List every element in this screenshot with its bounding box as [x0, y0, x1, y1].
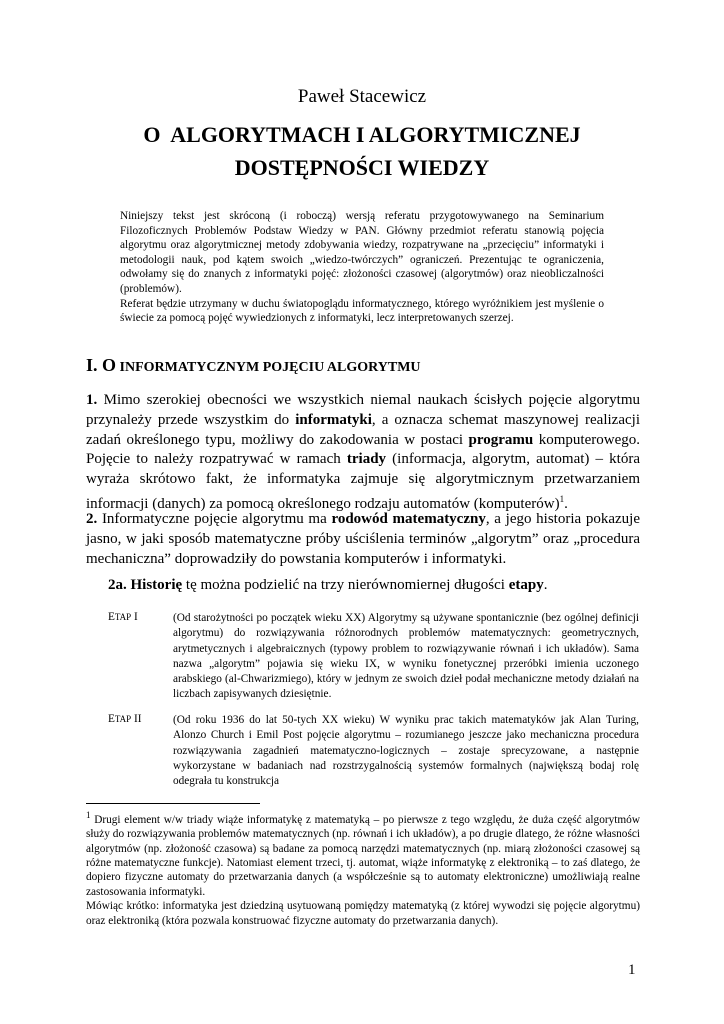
- footnote: [86, 808, 640, 928]
- subsection-2a-lead: 2a. Historię: [108, 577, 183, 593]
- etap-1-label-initial: E: [108, 611, 115, 623]
- etap-1-label-smallcaps: TAP: [114, 612, 132, 622]
- abstract-paragraph-2: Referat będzie utrzymany w duchu światopoglądu informatycznego, którego wyróżnikiem jest myślenie o świecie za pomocą pojęć wywiedzionych z informatyki, lecz interpretowanych szerzej.: [120, 297, 604, 325]
- page-number: 1: [628, 962, 636, 978]
- paragraph-1-text-a: Mimo szerokiej obecności we wszystkich niemal naukach ścisłych pojęcie algorytmu przynależy przede wszystkim do: [86, 392, 640, 428]
- subsection-2a-text-b: .: [543, 577, 548, 593]
- term-informatyki: informatyki: [295, 411, 372, 428]
- section-heading: [86, 355, 421, 376]
- paragraph-2-text-b: , a jego historia pokazuje jasno, w jaki sposób matematyczne próby uściślenia terminów „algorytm” oraz „procedura mechaniczna” doprowadziły do powstania komputerów i informatyki.: [86, 511, 640, 567]
- paragraph-1-text-b: , a oznacza schemat maszynowej realizacji zadań określonego typu, możliwy do zakodowania w postaci: [86, 411, 640, 448]
- subsection-2a: [108, 577, 547, 594]
- term-programu: programu: [468, 431, 534, 448]
- term-triady: triady: [346, 451, 387, 468]
- footnote-mark: 1: [86, 810, 91, 820]
- paragraph-2-text-a: Informatyczne pojęcie algorytmu ma: [97, 511, 332, 527]
- abstract-paragraph-1: Niniejszy tekst jest skróconą (i roboczą) wersją referatu przygotowywanego na Seminarium Filozoficznych Problemów Podstaw Wiedzy w PAN. Główny przedmiot referatu stanowią pojęcia algorytmu oraz algorytmicznej metody zdobywania wiedzy, rozpatrywane na „przecięciu” informatyki i metodologii nauk, pod kątem swoich „wiedzo-twórczych” ograniczeń. Prezentując te ograniczenia, odwołamy się do znanych z informatyki pojęć: złożoności czasowej (algorytmów) oraz nieobliczalności (problemów).: [120, 210, 604, 295]
- subsection-2a-text-a: tę można podzielić na trzy nierównomiernej długości: [182, 577, 509, 593]
- etap-1-label: [108, 611, 138, 623]
- author-name: Paweł Stacewicz: [297, 86, 427, 107]
- paragraph-1-text-e: .: [564, 495, 568, 512]
- etap-2-text: (Od roku 1936 do lat 50-tych XX wieku) W wyniku prac takich matematyków jak Alan Turing, Alonzo Church i Emil Post pojęcie algorytmu – rozumianego jeszcze jako mechaniczna procedura rozwiązywania zagadnień matematyczno-logicznych – zostaje sprecyzowane, a następnie wykorzystane w badaniach nad rozstrzygalnością systemów formalnych (największą bodaj rolę odegrała tu konstrukcja: [173, 714, 639, 788]
- paper-title: [60, 118, 664, 184]
- paragraph-2: [86, 510, 640, 569]
- section-title: INFORMATYCZNYM POJĘCIU ALGORYTMU: [116, 360, 421, 375]
- footnote-text-1: Drugi element w/w triady wiąże informatykę z matematyką – po pierwsze z tego względu, że duża część algorytmów służy do rozwiązywania problemów matematycznych (np. równań i ich układów), a po drugie dlatego, że różne własności algorytmów (np. złożoność czasowa) są badane za pomocą narzędzi matematycznych (np. miarą złożoności czasowej są różne matematyczne funkcje). Natomiast element trzeci, tj. automat, wiąże informatykę z elektroniką – to zaś dlatego, że dopiero fizyczne automaty do przetwarzania danych (a współcześnie są to automaty elektroniczne) umożliwiają realne zastosowania informatyki.: [86, 813, 640, 898]
- paragraph-1: [86, 391, 640, 515]
- etap-2-label-numeral: II: [131, 713, 142, 725]
- etap-2-label: [108, 713, 142, 725]
- paragraph-1-text-c: komputerowego. Pojęcie to należy rozpatrywać w ramach: [86, 431, 640, 468]
- abstract: [120, 209, 604, 326]
- title-line-1: O ALGORYTMACH I ALGORYTMICZNEJ: [143, 122, 581, 147]
- footnote-paragraph-1: [86, 808, 640, 899]
- paragraph-1-text-d: (informacja, algorytm, automat) – która wyraża skrótowo fakt, że informatyka zajmuje się algorytmicznym przetwarzaniem informacji (danych) za pomocą określonego rodzaju automatów (komputerów): [86, 451, 640, 512]
- footnote-ref[interactable]: 1: [559, 493, 565, 504]
- paragraph-2-number: 2.: [86, 511, 98, 527]
- etap-2-label-initial: E: [108, 713, 115, 725]
- term-rodowod-matematyczny: rodowód matematyczny: [331, 511, 486, 527]
- title-line-2: DOSTĘPNOŚCI WIEDZY: [234, 155, 490, 180]
- etap-1-label-numeral: I: [131, 611, 138, 623]
- term-etapy: etapy: [508, 577, 544, 593]
- etap-2-label-smallcaps: TAP: [114, 714, 132, 724]
- footnote-paragraph-2: Mówiąc krótko: informatyka jest dziedziną usytuowaną pomiędzy matematyką (z której wywodzi się pojęcie algorytmu) oraz elektroniką (która pozwala konstruować fizyczne automaty do przetwarzania danych).: [86, 900, 640, 927]
- footnote-separator: [86, 803, 260, 804]
- etap-1-text: (Od starożytności po początek wieku XX) Algorytmy są używane spontanicznie (bez ogólnej definicji algorytmu) do rozwiązywania różnorodnych problemów matematycznych: geometrycznych, arytmetycznych i algebraicznych (typowy problem to rozwiązywanie równań i ich układów). Sama nazwa „algorytm” pojawia się wieku IX, w wyniku fonetycznej przeróbki imienia uczonego arabskiego (al-Chwarizmiego), który w jednym ze swoich dzieł podał mechaniczne metody działań na liczbach zapisywanych dziesiętnie.: [173, 612, 639, 701]
- section-number: I. O: [86, 355, 117, 375]
- paragraph-1-number: 1.: [86, 392, 98, 408]
